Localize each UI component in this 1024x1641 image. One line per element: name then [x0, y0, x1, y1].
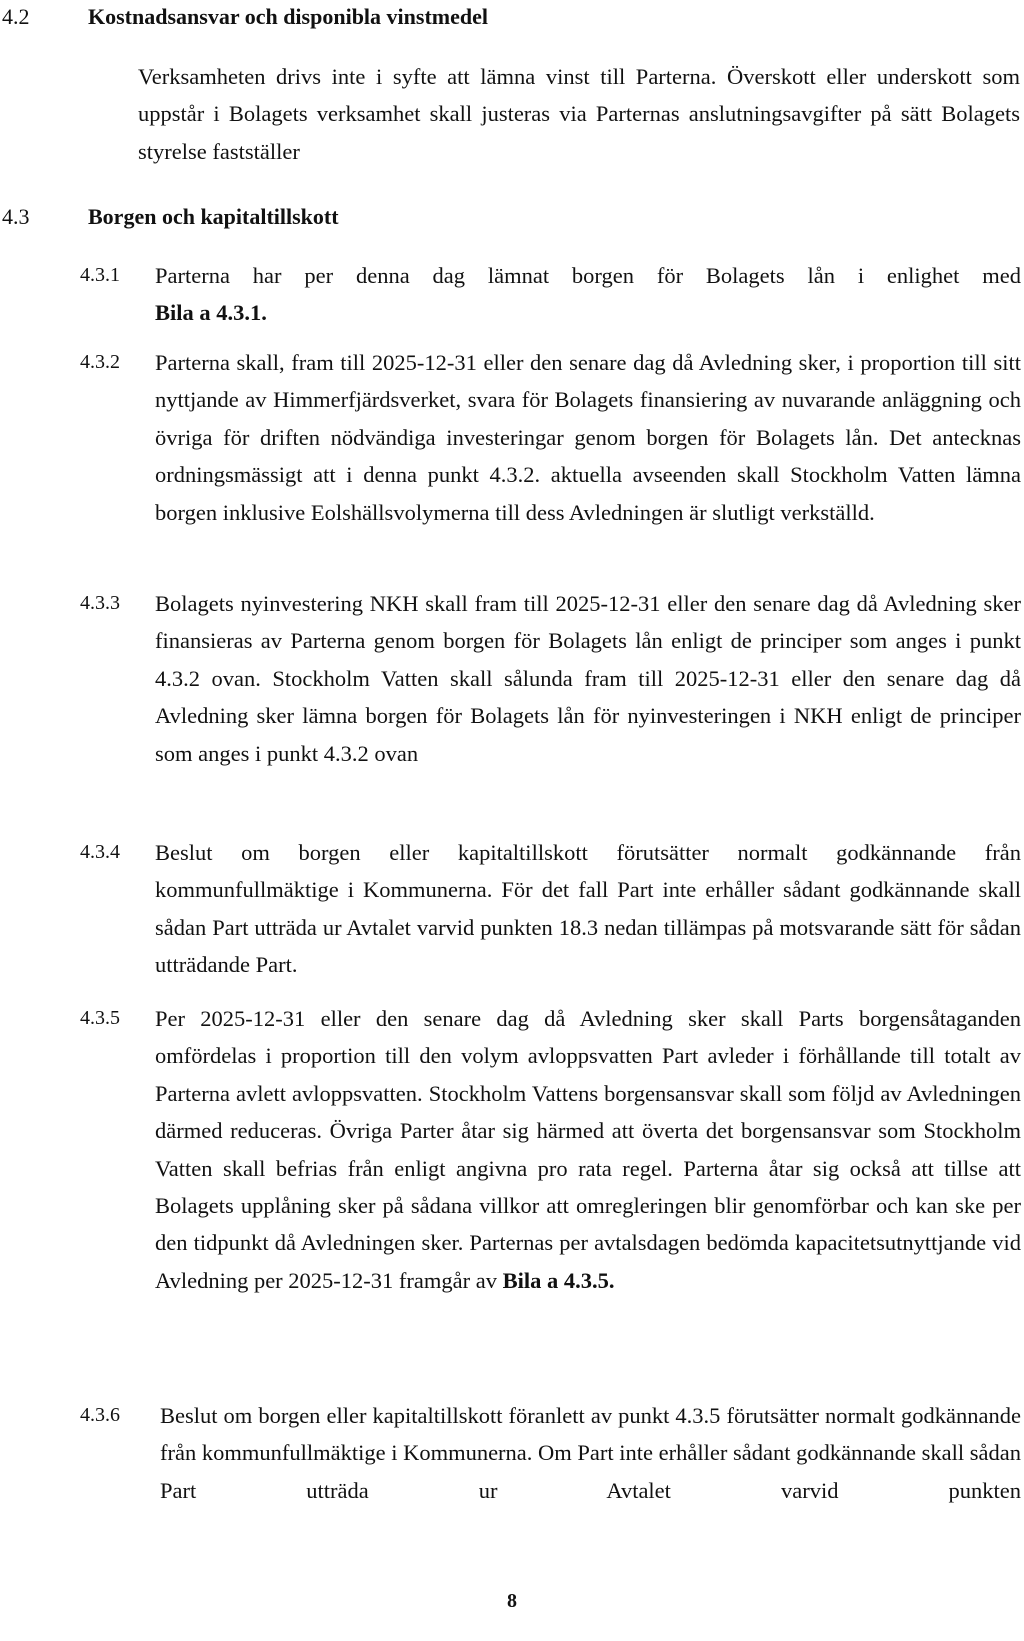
subsection-text — [155, 257, 1021, 332]
attachment-reference: Bila a 4.3.5. — [502, 1267, 615, 1293]
subsection-text: Beslut om borgen eller kapitaltillskott förutsätter normalt godkännande från kommunfullmäktige i Kommunerna. För det fall Part inte erhåller sådant godkännande skall sådan Part utträda ur Avtalet varvid punkten 18.3 nedan tillämpas på motsvarande sätt för sådan utträdande Part. — [155, 840, 1021, 978]
section-number: 4.3 — [2, 204, 30, 229]
section-title: Kostnadsansvar och disponibla vinstmedel — [88, 4, 488, 29]
subsection-text: Bolagets nyinvestering NKH skall fram till 2025-12-31 eller den senare dag då Avledning sker finansieras av Parterna genom borgen för Bolagets lån enligt de principer som anges i punkt 4.3.2 ovan. Stockholm Vatten skall sålunda fram till 2025-12-31 eller den senare dag då Avledning sker lämna borgen för Bolagets lån för nyinvesteringen i NKH enligt de principer som anges i punkt 4.3.2 ovan — [155, 591, 1021, 766]
subsection-number: 4.3.1 — [80, 264, 120, 286]
subsection-text-main: Per 2025-12-31 eller den senare dag då Avledning sker skall Parts borgensåtaganden omfördelas i proportion till den volym avloppsvatten Part avleder i förhållande till totalt av Parterna avlett avloppsvatten. Stockholm Vattens borgensansvar skall som följd av Avledningen därmed reduceras. Övriga Parter åtar sig härmed att överta det borgensansvar som Stockholm Vatten skall befrias från enligt angivna pro rata regel. Parterna åtar sig också att tillse att Bolagets upplåning sker på sådana villkor att omregleringen blir genomförbar och kan ske per den tidpunkt då Avledningen sker. Parternas per avtalsdagen bedömda kapacitetsutnyttjande vid Avledning per 2025-12-31 framgår av — [155, 1006, 1021, 1293]
subsection-number: 4.3.6 — [80, 1404, 120, 1426]
section-title: Borgen och kapitaltillskott — [88, 204, 339, 229]
page-number: 8 — [507, 1590, 517, 1612]
section-number: 4.2 — [2, 4, 30, 29]
subsection-number: 4.3.5 — [80, 1007, 120, 1029]
subsection-text — [155, 1000, 1021, 1299]
subsection-number: 4.3.4 — [80, 841, 120, 863]
subsection-number: 4.3.2 — [80, 351, 120, 373]
section-4-2-text: Verksamheten drivs inte i syfte att lämna vinst till Parterna. Överskott eller underskott som uppstår i Bolagets verksamhet skall justeras via Parternas anslutningsavgifter på sätt Bolagets styrelse fastställer — [138, 64, 1020, 164]
subsection-text: Parterna skall, fram till 2025-12-31 eller den senare dag då Avledning sker, i proportion till sitt nyttjande av Himmerfjärdsverket, svara för Bolagets finansiering av nuvarande anläggning och övriga för driften nödvändiga investeringar genom borgen för Bolagets lån. Det antecknas ordningsmässigt att i denna punkt 4.3.2. aktuella avseenden skall Stockholm Vatten lämna borgen inklusive Eolshällsvolymerna till dess Avledningen är slutligt verkställd. — [155, 350, 1021, 525]
subsection-text: Beslut om borgen eller kapitaltillskott föranlett av punkt 4.3.5 förutsätter normalt godkännande från kommunfullmäktige i Kommunerna. Om Part inte erhåller sådant godkännande skall sådan Part utträda ur Avtalet varvid punkten — [160, 1403, 1022, 1503]
attachment-reference: Bila a 4.3.1. — [155, 300, 267, 326]
subsection-number: 4.3.3 — [80, 592, 120, 614]
subsection-text-line: Parterna har per denna dag lämnat borgen för Bolagets lån i enlighet med — [155, 263, 1021, 288]
